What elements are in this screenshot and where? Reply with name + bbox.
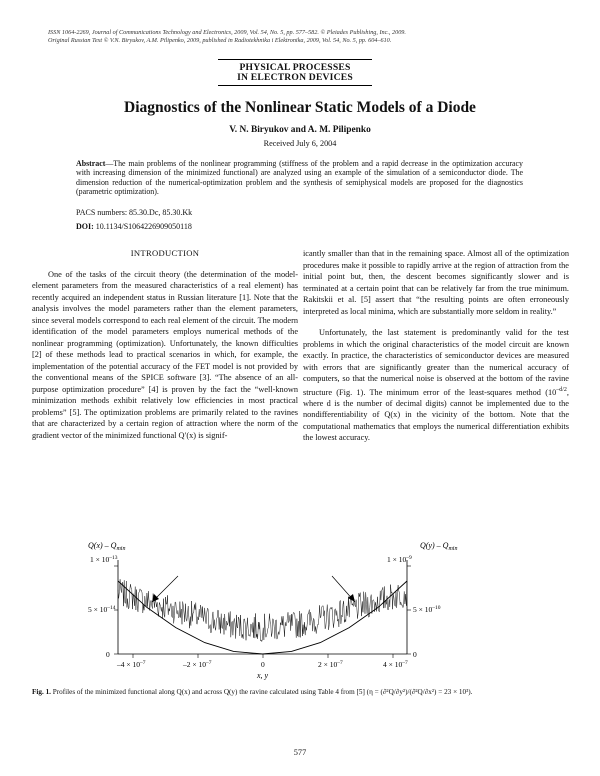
x-tick-label: $-2 \times 10^{-7}$: [183, 660, 212, 669]
right-paragraph-1: icantly smaller than that in the remaining space. Almost all of the optimization procedures make it possible to rapidly arrive at the region of attraction from the initial point but, then, the descent becomes significantly slower and is terminated at a certain point that can be relatively far from the true minimum. Rakitskii et al. [5] assert that “the resulting points are often erroneously interpreted as local minima, which are substantially more seldom in reality.”: [303, 249, 569, 316]
series-line-qx: [118, 579, 407, 641]
received-date: Received July 6, 2004: [263, 139, 337, 148]
caption-label: Fig. 1.: [32, 688, 51, 696]
journal-header-line2: Original Russian Text © V.N. Biryukov, A.M. Pilipenko, 2009, published in Radiotekhnika i Elektronika, 2009, Vol. 54, No. 5, pp. 604–610.: [48, 37, 392, 44]
left-tick-mid: $5 \times 10^{-14}$: [88, 605, 116, 614]
abstract: [76, 159, 523, 196]
abstract-text: —The main problems of the nonlinear programming (stiffness of the problem and a rapid decrease in the optimization accuracy with increasing dimension of the minimized functional) are analyzed using an example of the simulation of a semiconductor diode. The dimension reduction of the numerical-optimization problem and the synthesis of semiphysical models are proposed for the diagnostics (parametric optimization).: [76, 159, 523, 196]
figure-caption: [32, 688, 570, 697]
left-y-ticks: [88, 555, 118, 659]
right-tick-zero: 0: [413, 650, 417, 659]
right-column: [303, 248, 569, 444]
figure-1-chart: [80, 536, 520, 684]
right-axis-title: $Q(y) - Q_{min}$: [420, 541, 458, 552]
x-tick-label: $4 \times 10^{-7}$: [383, 660, 408, 669]
x-tick-label: 0: [261, 660, 265, 669]
right-paragraph-2-a: Unfortunately, the last statement is predominantly valid for the test problems in which the original characteristics of the model circuit are known exactly. In practice, the characteristics of semiconductor devices are measured with errors that are significantly greater than the numerical accuracy of computers, so that the numerical noise is observed at the bottom of the ravine structure (Fig. 1). The minimum error of the least-squares method (10: [303, 328, 569, 397]
right-paragraph-2: [303, 327, 569, 444]
page-number: 577: [293, 748, 307, 757]
section-name-line2: IN ELECTRON DEVICES: [237, 72, 353, 83]
x-tick-label: $-4 \times 10^{-7}$: [117, 660, 146, 669]
paper-title: Diagnostics of the Nonlinear Static Models of a Diode: [124, 99, 476, 116]
doi-label: DOI:: [76, 222, 94, 231]
doi: [76, 222, 192, 231]
x-ticks: [116, 654, 408, 680]
chart-curves: [118, 579, 407, 654]
x-tick-label: $2 \times 10^{-7}$: [318, 660, 343, 669]
doi-value: 10.1134/S1064226909050118: [95, 222, 192, 231]
left-axis-title: $Q(x) - Q_{min}$: [88, 541, 126, 552]
right-y-ticks: [387, 555, 441, 659]
right-tick-mid: $5 \times 10^{-10}$: [413, 605, 441, 614]
right-paragraph-2-b: , where d is the number of decimal digits) cannot be implemented due to the nondifferentiability of Q(x) in the vicinity of the bottom. Note that the computational mathematics that employs the numerical differentiation exhibits the lowest accuracy.: [303, 387, 569, 443]
left-paragraph-1: One of the tasks of the circuit theory (the determination of the model-element parameters from the measured characteristics of a real element) has recently acquired an independent status in Russian literature [1]. Note that the analysis involves the model parameters rather than the element parameters, since several models correspond to each real element of the circuit. The modern identification of the model parameters employs numerical methods of the nonlinear programming (optimization). Unfortunately, the known difficulties [2] of these methods lead to practical scenarios in which, for example, the implementation of the potential accuracy of the FET model is not provided by the conventional means of the SPICE software [3]. “The absence of an all-purpose optimization procedure” [4] is proven by the fact the “well-known minimization methods exhibit relatively low efficiencies in most practical problems” [5]. The optimization problems are primarily related to the ravines that are characterized by a certain region of attraction where the norm of the gradient vector of the minimized functional Q′(x) is signif-: [32, 269, 298, 440]
x-axis-label: x, y: [257, 671, 269, 680]
right-paragraph-2-sup: –d/2: [556, 386, 567, 393]
section-name-line1: PHYSICAL PROCESSES: [239, 62, 351, 73]
caption-text: Profiles of the minimized functional along Q(x) and across Q(y) the ravine calculated using Table 4 from [5] (η = (∂²Q/∂y²)/(∂²Q/∂x²) = 23 × 10³).: [52, 688, 473, 696]
left-tick-zero: 0: [106, 650, 110, 659]
section-rule-top: [218, 59, 372, 60]
right-tick-top: $1 \times 10^{-9}$: [387, 555, 412, 564]
section-rule-bottom: [218, 85, 372, 86]
paper-authors: V. N. Biryukov and A. M. Pilipenko: [229, 125, 371, 135]
intro-heading: INTRODUCTION: [130, 248, 200, 258]
series-arrows: [152, 576, 355, 602]
pacs-numbers: PACS numbers: 85.30.Dc, 85.30.Kk: [76, 208, 193, 217]
left-column: [32, 248, 298, 441]
journal-header-line1: ISSN 1064-2269, Journal of Communications Technology and Electronics, 2009, Vol. 54, No. 5, pp. 577–582. © Pleiades Publishing, Inc., 2009.: [48, 29, 406, 36]
left-tick-top: $1 \times 10^{-13}$: [90, 555, 118, 564]
plot-frame: [118, 560, 407, 654]
abstract-label: Abstract: [76, 159, 106, 168]
